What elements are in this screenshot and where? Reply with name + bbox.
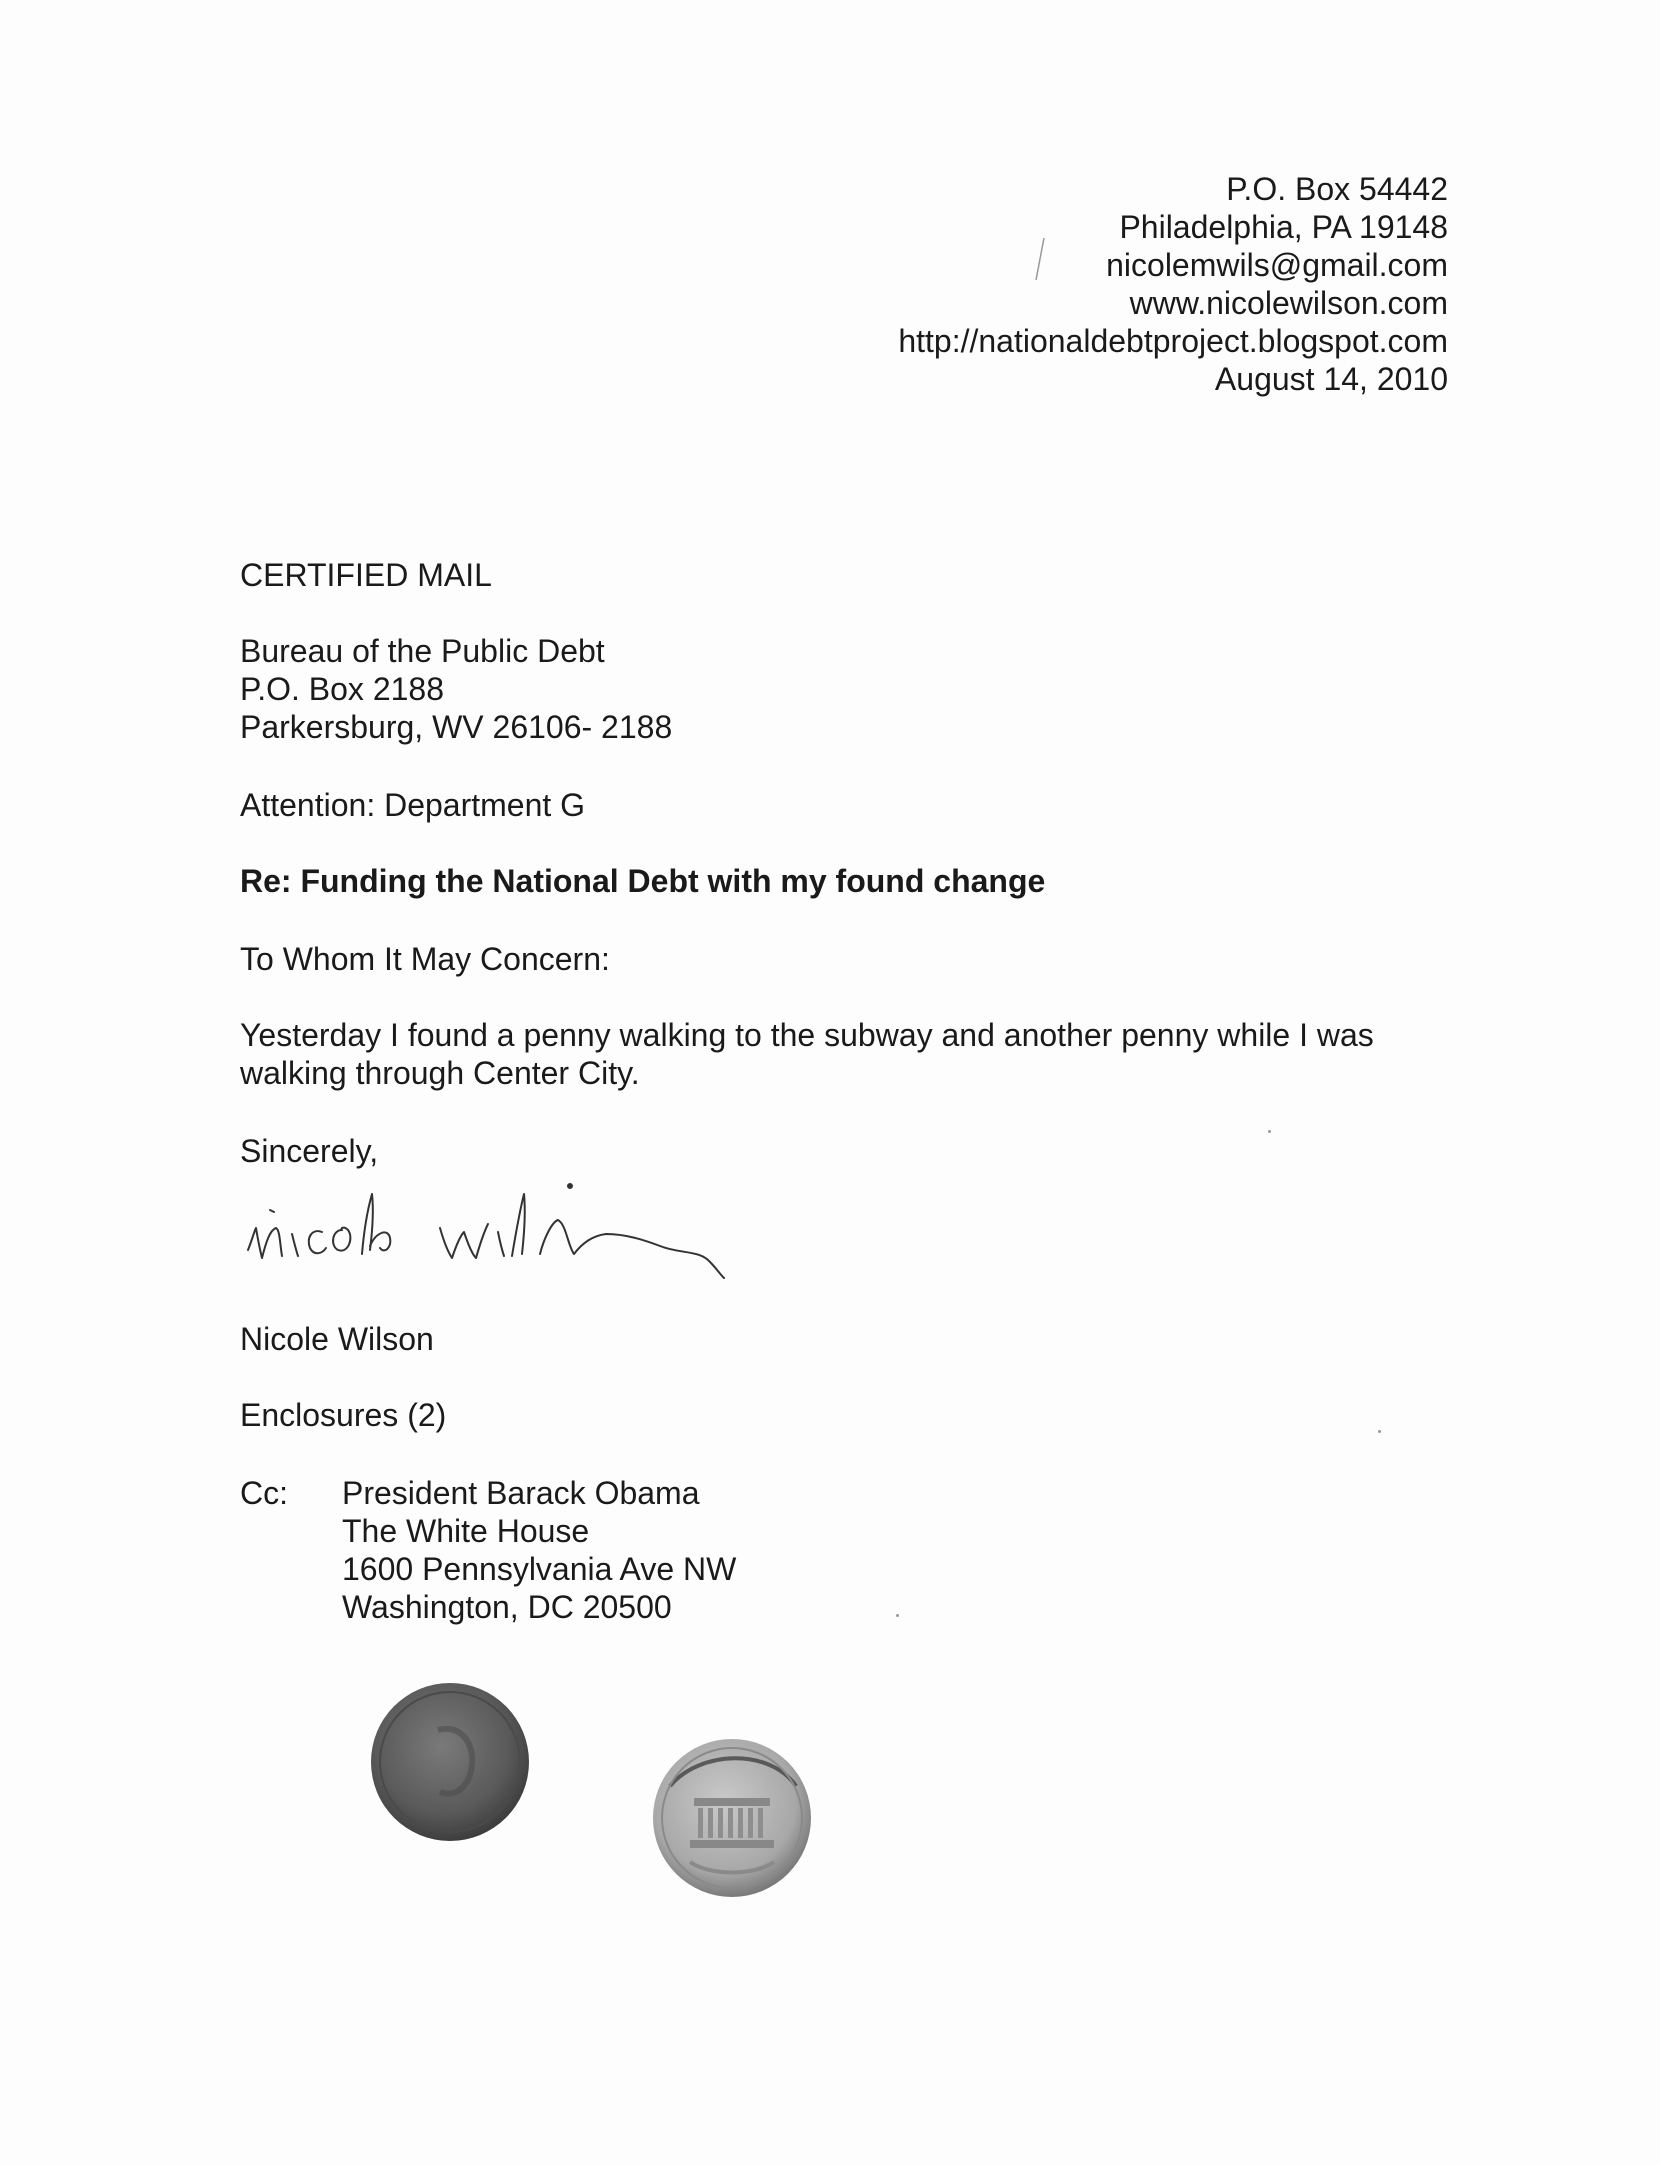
recipient-city: Parkersburg, WV 26106- 2188 — [240, 709, 673, 745]
body-line-2: walking through Center City. — [240, 1055, 640, 1091]
enclosures-text: Enclosures (2) — [240, 1397, 447, 1433]
recipient-name: Bureau of the Public Debt — [240, 633, 605, 669]
scan-mark — [1032, 234, 1048, 284]
salutation — [240, 940, 610, 978]
penny-icon — [368, 1680, 532, 1844]
salutation-text: To Whom It May Concern: — [240, 941, 610, 977]
sender-website: www.nicolewilson.com — [1129, 285, 1448, 321]
body-line-1: Yesterday I found a penny walking to the subway and another penny while I was — [240, 1017, 1374, 1053]
cc-org: The White House — [342, 1513, 590, 1549]
enclosures-line — [240, 1396, 446, 1434]
handwritten-signature — [240, 1150, 800, 1300]
sender-email: nicolemwils@gmail.com — [1106, 247, 1448, 283]
letter-body — [240, 1016, 1374, 1092]
letter-date: August 14, 2010 — [1214, 361, 1448, 397]
cc-label: Cc: — [240, 1475, 288, 1511]
cc-street: 1600 Pennsylvania Ave NW — [342, 1551, 737, 1587]
attention-line — [240, 786, 585, 824]
cc-city: Washington, DC 20500 — [342, 1589, 672, 1625]
closing-text: Sincerely, — [240, 1133, 379, 1169]
attention-text: Attention: Department G — [240, 787, 586, 823]
cc-address — [342, 1474, 736, 1626]
subject-text: Re: Funding the National Debt with my found change — [240, 863, 1046, 899]
sender-city: Philadelphia, PA 19148 — [1119, 209, 1448, 245]
subject-line — [240, 862, 1045, 900]
sender-blog: http://nationaldebtproject.blogspot.com — [898, 323, 1448, 359]
delivery-method — [240, 556, 492, 594]
penny-icon — [650, 1736, 814, 1900]
sender-po-box: P.O. Box 54442 — [1226, 171, 1448, 207]
recipient-po-box: P.O. Box 2188 — [240, 671, 444, 707]
recipient-address — [240, 632, 672, 746]
scan-speck — [1268, 1130, 1271, 1133]
scan-speck — [896, 1614, 899, 1617]
scan-speck — [1378, 1430, 1381, 1433]
cc-name: President Barack Obama — [342, 1475, 700, 1511]
signer-name: Nicole Wilson — [240, 1321, 434, 1357]
sender-address — [898, 170, 1448, 398]
signer-name-block — [240, 1320, 434, 1358]
delivery-text: CERTIFIED MAIL — [240, 557, 492, 593]
